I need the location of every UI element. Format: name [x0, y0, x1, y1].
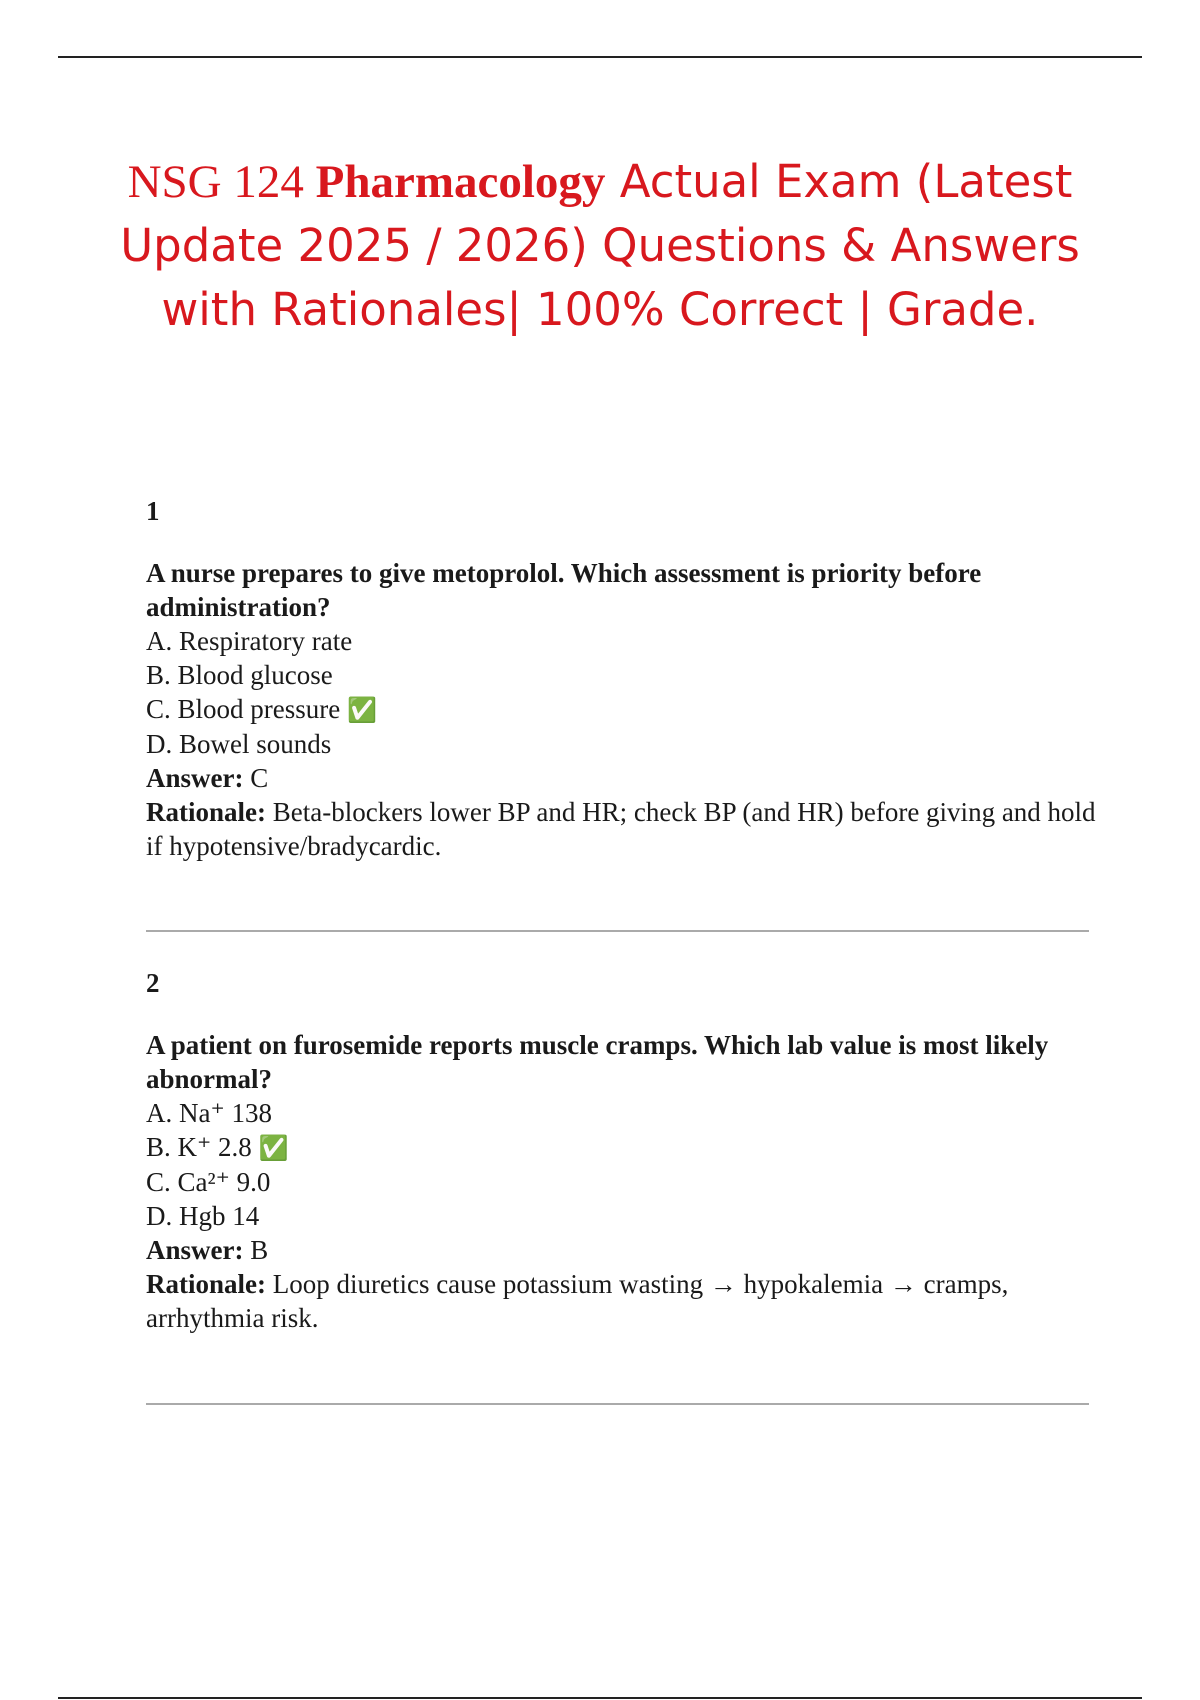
answer-label: Answer:: [146, 1235, 244, 1265]
rationale-text: Beta-blockers lower BP and HR; check BP (and HR) before giving and hold if hypotensive/bradycardic.: [146, 797, 1096, 861]
rationale-line: [146, 795, 1096, 863]
question-number: 2: [146, 968, 160, 998]
option-c: [146, 692, 1096, 727]
option-d: [146, 1199, 1096, 1233]
option-text: C. Ca²⁺ 9.0: [146, 1167, 271, 1197]
option-text: A. Respiratory rate: [146, 626, 353, 656]
rationale-label: Rationale:: [146, 797, 266, 827]
option-text: B. K⁺ 2.8: [146, 1132, 259, 1162]
check-icon: ✅: [258, 1134, 289, 1162]
title-course: NSG 124: [127, 156, 316, 208]
option-text: B. Blood glucose: [146, 660, 333, 690]
answer-value: C: [243, 763, 269, 793]
answer-value: B: [243, 1235, 269, 1265]
check-icon: ✅: [346, 696, 377, 724]
option-d: [146, 727, 1096, 761]
header-rule: [58, 56, 1142, 58]
question-number: 1: [146, 496, 160, 526]
title-subject: Pharmacology: [315, 156, 606, 208]
option-text: D. Bowel sounds: [146, 729, 332, 759]
question-1: [146, 494, 1096, 863]
option-b: [146, 658, 1096, 692]
rationale-label: Rationale:: [146, 1269, 266, 1299]
answer-line: [146, 1233, 1096, 1267]
section-divider: [146, 1403, 1089, 1405]
rationale-line: [146, 1267, 1096, 1335]
section-divider: [146, 930, 1089, 932]
rationale-text: Loop diuretics cause potassium wasting → hypokalemia → cramps, arrhythmia risk.: [146, 1269, 1009, 1333]
title-rest: Actual Exam (Latest Update 2025 / 2026) Questions & Answers with Rationales| 100% Correct | Grade.: [120, 155, 1080, 336]
answer-label: Answer:: [146, 763, 244, 793]
question-text: A nurse prepares to give metoprolol. Which assessment is priority before administration?: [146, 558, 982, 622]
option-b: [146, 1130, 1096, 1165]
option-text: A. Na⁺ 138: [146, 1098, 272, 1128]
option-a: [146, 1096, 1096, 1130]
footer-rule: [58, 1697, 1142, 1699]
question-2: [146, 966, 1096, 1335]
document-title: [100, 150, 1100, 342]
question-text: A patient on furosemide reports muscle cramps. Which lab value is most likely abnormal?: [146, 1030, 1049, 1094]
option-c: [146, 1165, 1096, 1199]
option-a: [146, 624, 1096, 658]
option-text: C. Blood pressure: [146, 694, 347, 724]
answer-line: [146, 761, 1096, 795]
option-text: D. Hgb 14: [146, 1201, 260, 1231]
